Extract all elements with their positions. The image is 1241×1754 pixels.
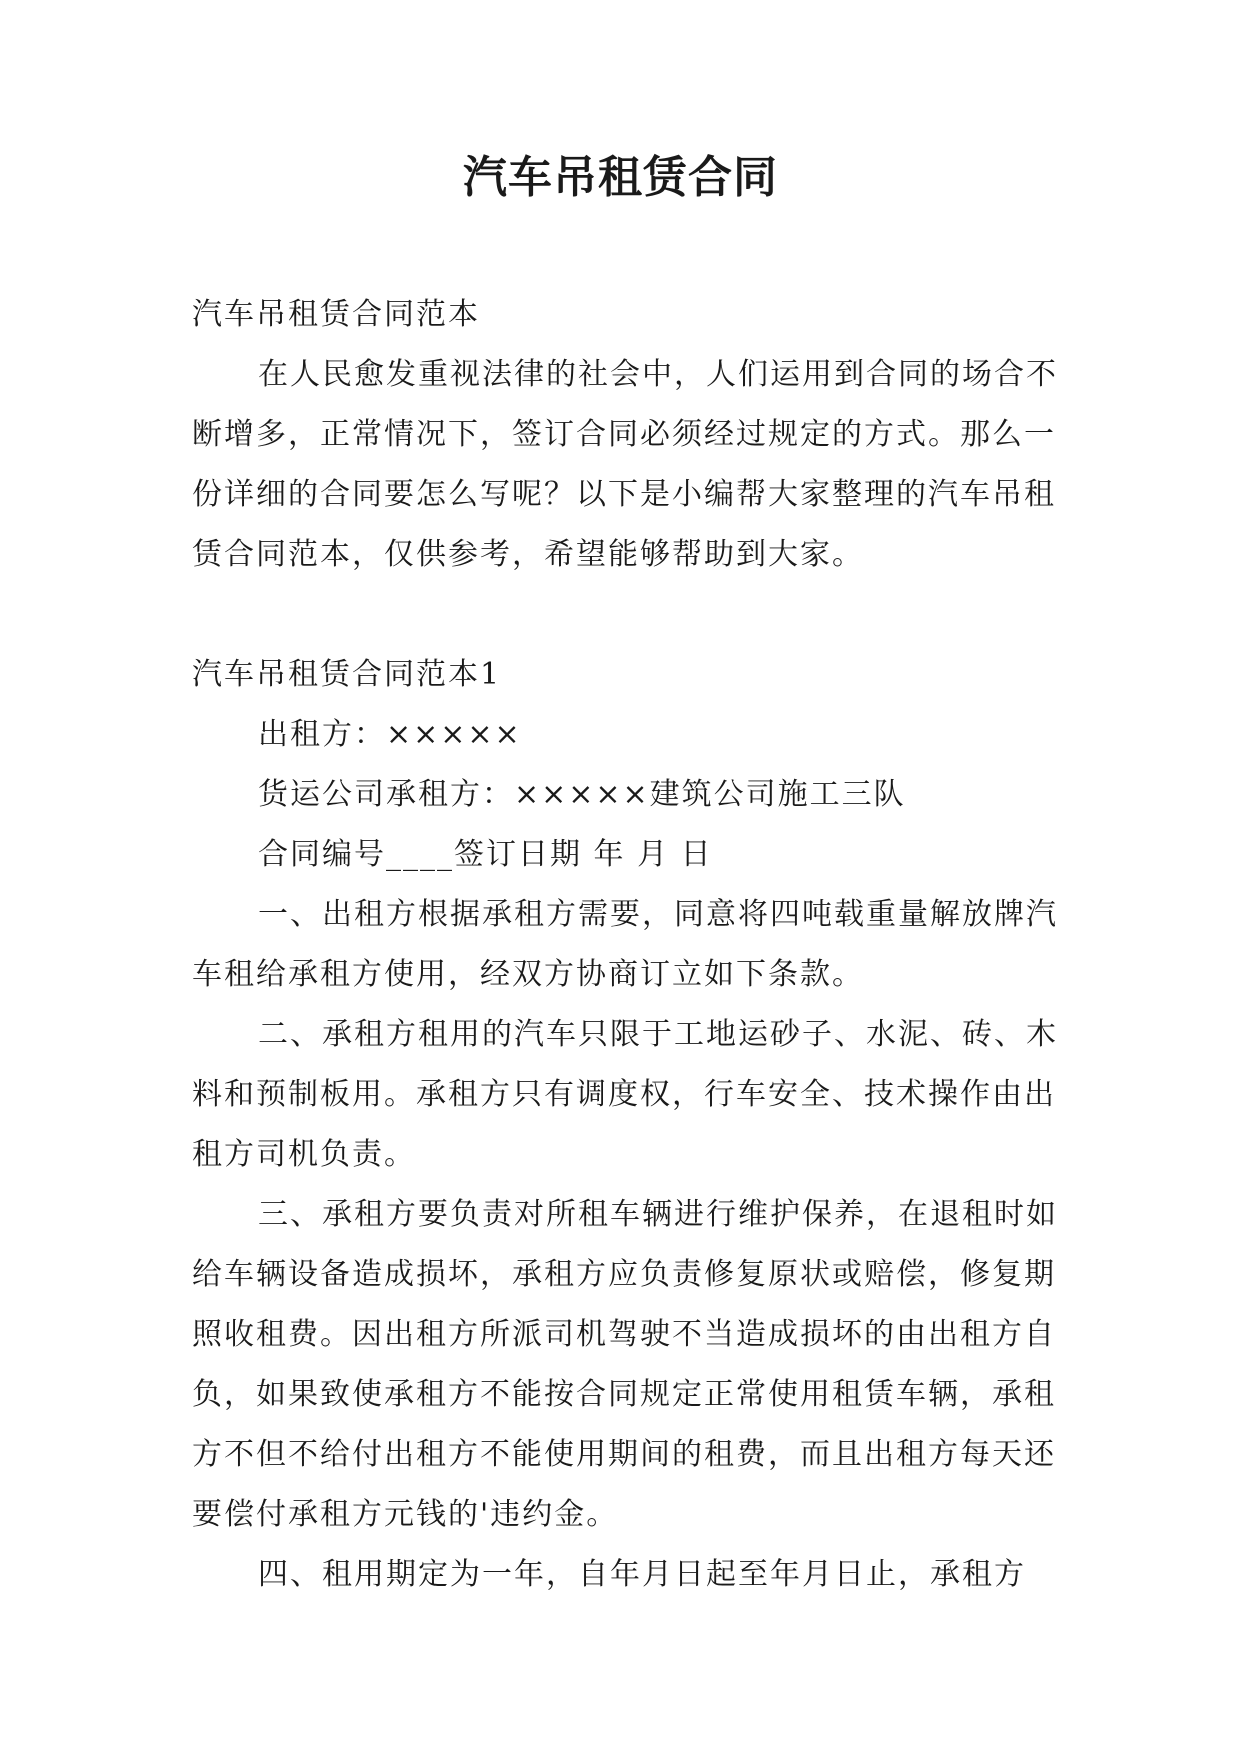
- clause-paragraph: 一、出租方根据承租方需要，同意将四吨载重量解放牌汽车租给承租方使用，经双方协商订立如下条款。: [192, 897, 1058, 992]
- document-title: 汽车吊租赁合同: [463, 152, 778, 203]
- clause-paragraph: 四、租用期定为一年，自年月日起至年月日止，承租方: [258, 1557, 1026, 1592]
- paragraph-spacer: [192, 585, 1072, 645]
- document-subtitle: 汽车吊租赁合同范本: [192, 297, 480, 332]
- intro-paragraph: 在人民愈发重视法律的社会中，人们运用到合同的场合不断增多，正常情况下，签订合同必须经过规定的方式。那么一份详细的合同要怎么写呢？以下是小编帮大家整理的汽车吊租赁合同范本，仅供参考，希望能够帮助到大家。: [192, 357, 1058, 572]
- document-body: [192, 285, 1072, 1605]
- contract-number-line: 合同编号____签订日期 年 月 日: [258, 837, 713, 872]
- section-heading: 汽车吊租赁合同范本1: [192, 657, 502, 692]
- lessee-line: 货运公司承租方：×××××建筑公司施工三队: [258, 777, 906, 812]
- clause-paragraph: 三、承租方要负责对所租车辆进行维护保养，在退租时如给车辆设备造成损坏，承租方应负责修复原状或赔偿，修复期照收租费。因出租方所派司机驾驶不当造成损坏的由出租方自负，如果致使承租方不能按合同规定正常使用租赁车辆，承租方不但不给付出租方不能使用期间的租费，而且出租方每天还要偿付承租方元钱的'违约金。: [192, 1197, 1058, 1532]
- clause-paragraph: 二、承租方租用的汽车只限于工地运砂子、水泥、砖、木料和预制板用。承租方只有调度权，行车安全、技术操作由出租方司机负责。: [192, 1017, 1058, 1172]
- lessor-line: 出租方：×××××: [258, 717, 522, 752]
